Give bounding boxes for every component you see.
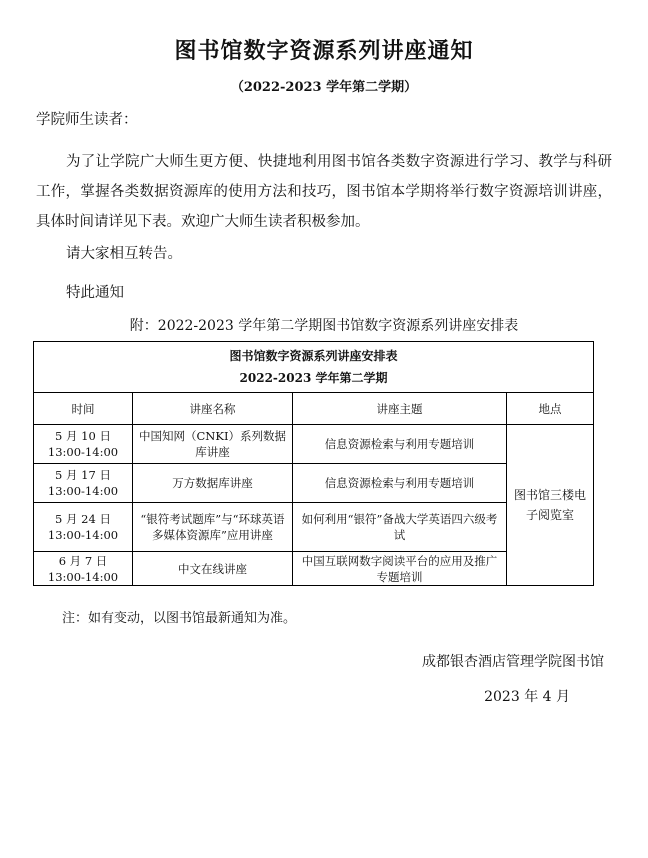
cell-name: 中文在线讲座 <box>133 552 293 586</box>
cell-name: “银符考试题库”与“环球英语多媒体资源库”应用讲座 <box>133 503 293 552</box>
table-caption-row <box>34 342 594 393</box>
cell-location <box>507 425 594 586</box>
cell-date: 6 月 7 日 <box>58 553 108 568</box>
change-note: 注：如有变动，以图书馆最新通知为准。 <box>62 611 297 626</box>
table-caption-term: 2022-2023 学年第二学期 <box>239 371 388 385</box>
body-paragraph: 为了让学院广大师生更方便、快捷地利用图书馆各类数字资源进行学习、教学与科研工作，掌握各类数据资源库的使用方法和技巧，图书馆本学期将举行数字资源培训讲座，具体时间请详见下表。欢迎广大师生读者积极参加。 <box>36 154 612 230</box>
pass-on-line: 请大家相互转告。 <box>66 246 182 262</box>
table-header-row <box>34 393 594 425</box>
signature: 成都银杏酒店管理学院图书馆 <box>422 654 604 670</box>
cell-name: 中国知网（CNKI）系列数据库讲座 <box>133 425 293 464</box>
cell-topic: 信息资源检索与利用专题培训 <box>293 425 507 464</box>
schedule-table <box>33 341 594 586</box>
cell-time <box>34 503 133 552</box>
page-title: 图书馆数字资源系列讲座通知 <box>174 39 474 64</box>
cell-time <box>34 425 133 464</box>
cell-topic: 信息资源检索与利用专题培训 <box>293 464 507 503</box>
cell-date: 5 月 24 日 <box>55 512 111 526</box>
cell-date: 5 月 10 日 <box>55 429 111 443</box>
cell-topic: 中国互联网数字阅读平台的应用及推广专题培训 <box>293 552 507 586</box>
cell-name: 万方数据库讲座 <box>133 464 293 503</box>
cell-time <box>34 552 133 586</box>
salutation: 学院师生读者： <box>36 112 138 128</box>
cell-hours: 13:00-14:00 <box>47 445 119 459</box>
header-time: 时间 <box>34 393 133 425</box>
location-text: 图书馆三楼电子阅览室 <box>514 488 587 522</box>
cell-time <box>34 464 133 503</box>
table-row <box>34 425 594 464</box>
issue-date: 2023 年 4 月 <box>484 689 570 705</box>
cell-hours: 13:00-14:00 <box>47 569 119 584</box>
header-name: 讲座名称 <box>133 393 293 425</box>
page-subtitle: （2022-2023 学年第二学期） <box>230 80 418 95</box>
header-location: 地点 <box>507 393 594 425</box>
cell-hours: 13:00-14:00 <box>47 528 119 542</box>
annex-title: 附：2022-2023 学年第二学期图书馆数字资源系列讲座安排表 <box>129 318 519 334</box>
table-caption <box>34 342 594 393</box>
table-caption-title: 图书馆数字资源系列讲座安排表 <box>229 349 398 363</box>
notice-line: 特此通知 <box>66 285 124 301</box>
cell-topic: 如何利用“银符”备战大学英语四六级考试 <box>293 503 507 552</box>
cell-hours: 13:00-14:00 <box>47 484 119 498</box>
header-topic: 讲座主题 <box>293 393 507 425</box>
cell-date: 5 月 17 日 <box>55 468 111 482</box>
